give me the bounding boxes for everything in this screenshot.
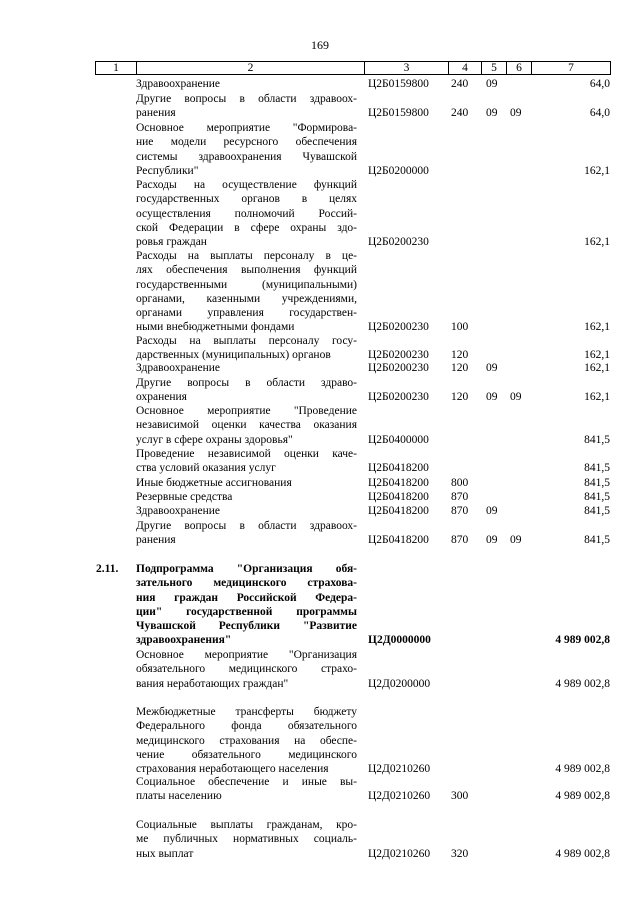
expense-type-code: 100	[451, 321, 469, 334]
section-code: 09	[486, 391, 498, 404]
amount: 841,5	[584, 505, 610, 517]
target-article-code: Ц2Б0418200	[368, 534, 429, 547]
target-article-code: Ц2Д0210260	[368, 763, 431, 775]
row-name	[136, 818, 357, 861]
row-name-line: Расходы на выплаты персоналу госу-	[136, 335, 357, 347]
amount: 4 989 002,8	[555, 790, 610, 803]
row-name-line: Другие вопросы в области здравоох-	[136, 93, 357, 105]
row-name	[136, 77, 357, 91]
row-name-line: системы здравоохранения Чувашской	[136, 150, 357, 163]
row-name-line: независимой оценки качества оказания	[136, 419, 357, 432]
row-name-line: услуг в сфере охраны здоровья"	[136, 433, 293, 446]
expense-type-code: 120	[451, 349, 469, 362]
section-code: 09	[486, 362, 498, 374]
target-article-code: Ц2Б0200000	[368, 164, 429, 177]
row-name-line: государственными (муниципальными)	[136, 278, 357, 291]
expense-type-code: 240	[451, 78, 469, 90]
row-name-line: государственных органов в целях	[136, 193, 357, 206]
row-name-line: Федерального фонда обязательного	[136, 720, 357, 733]
row-name-line: Республики"	[136, 164, 199, 177]
amount: 841,5	[584, 433, 610, 446]
amount: 64,0	[589, 78, 610, 90]
column-header-table	[95, 61, 611, 75]
amount: 841,5	[584, 534, 610, 547]
target-article-code: Ц2Б0200230	[368, 321, 429, 334]
row-name-line: осуществления полномочий Россий-	[136, 207, 357, 220]
column-header-3: 3	[365, 62, 449, 75]
amount: 4 989 002,8	[555, 763, 610, 775]
column-header-1: 1	[96, 62, 137, 75]
row-name-line: Здравоохранение	[136, 362, 221, 374]
row-name-line: ние модели ресурсного обеспечения	[136, 136, 357, 149]
row-name-line: здравоохранения"	[136, 634, 232, 647]
row-name-line: Основное мероприятие "Организация	[136, 649, 357, 661]
row-name-line: Основное мероприятие "Проведение	[136, 405, 357, 417]
amount: 162,1	[584, 362, 610, 374]
row-name-line: Проведение независимой оценки каче-	[136, 448, 357, 460]
expense-type-code: 800	[451, 477, 469, 489]
row-name-line: ской Федерации в сфере охраны здо-	[136, 221, 357, 234]
row-name-line: Здравоохранение	[136, 78, 221, 90]
expense-type-code: 120	[451, 391, 469, 404]
target-article-code: Ц2Б0418200	[368, 505, 429, 517]
row-name	[136, 334, 357, 363]
row-name	[136, 361, 357, 375]
section-code: 09	[486, 534, 498, 547]
row-name-line: платы населению	[136, 790, 222, 803]
target-article-code: Ц2Б0159800	[368, 78, 429, 90]
row-name-line: обязательного медицинского страхо-	[136, 663, 357, 676]
target-article-code: Ц2Б0200230	[368, 362, 429, 374]
row-name-line: Подпрограмма "Организация обя-	[136, 563, 357, 575]
target-article-code: Ц2Д0000000	[368, 634, 431, 647]
row-name	[136, 178, 357, 249]
row-name	[136, 121, 357, 178]
row-name-line: ния граждан Российской Федера-	[136, 591, 357, 604]
amount: 841,5	[584, 462, 610, 475]
column-header-5: 5	[482, 62, 507, 75]
row-name	[136, 376, 357, 405]
target-article-code: Ц2Б0418200	[368, 477, 429, 489]
row-name-line: Основное мероприятие "Формирова-	[136, 122, 357, 134]
subsection-code: 09	[510, 391, 522, 404]
row-name-line: ме публичных нормативных социаль-	[136, 833, 357, 846]
row-name-line: Иные бюджетные ассигнования	[136, 477, 292, 489]
expense-type-code: 870	[451, 505, 469, 517]
row-name-line: ства условий оказания услуг	[136, 462, 276, 475]
amount: 4 989 002,8	[555, 677, 610, 690]
amount: 162,1	[584, 321, 610, 334]
row-name-line: Социальные выплаты гражданам, кро-	[136, 819, 357, 831]
row-name-line: ровья граждан	[136, 236, 207, 248]
row-name	[136, 705, 357, 776]
row-name-line: органами управления государствен-	[136, 307, 357, 319]
row-name-line: лях обеспечения выполнения функций	[136, 264, 357, 277]
target-article-code: Ц2Д0210260	[368, 847, 431, 860]
amount: 64,0	[589, 107, 610, 120]
row-name-line: Социальное обеспечение и иные вы-	[136, 776, 357, 788]
row-name	[136, 404, 357, 447]
row-name-line: Расходы на осуществление функций	[136, 179, 357, 191]
row-name-line: ции" государственной программы	[136, 605, 357, 618]
amount: 162,1	[584, 349, 610, 362]
row-name-line: зательного медицинского страхова-	[136, 577, 357, 590]
amount: 841,5	[584, 491, 610, 503]
row-name	[136, 648, 357, 691]
row-number: 2.11.	[96, 563, 119, 575]
amount: 162,1	[584, 391, 610, 404]
target-article-code: Ц2Б0159800	[368, 107, 429, 120]
page-number: 169	[311, 38, 329, 52]
amount: 4 989 002,8	[555, 634, 610, 647]
row-name-line: дарственных (муниципальных) органов	[136, 349, 331, 362]
target-article-code: Ц2Б0400000	[368, 433, 429, 446]
row-name-line: страхования неработающего населения	[136, 763, 329, 775]
row-name	[136, 249, 357, 335]
target-article-code: Ц2Б0418200	[368, 491, 429, 503]
amount: 4 989 002,8	[555, 847, 610, 860]
row-name	[136, 92, 357, 121]
row-name-line: Здравоохранение	[136, 505, 221, 517]
row-name-line: Другие вопросы в области здравоох-	[136, 520, 357, 532]
amount: 841,5	[584, 477, 610, 489]
row-name	[136, 490, 357, 504]
subsection-code: 09	[510, 107, 522, 120]
subsection-code: 09	[510, 534, 522, 547]
target-article-code: Ц2Д0200000	[368, 677, 431, 690]
expense-type-code: 300	[451, 790, 469, 803]
row-name-line: ранения	[136, 107, 176, 120]
column-header-4: 4	[449, 62, 482, 75]
row-name-line: Другие вопросы в области здраво-	[136, 377, 357, 389]
row-name	[136, 504, 357, 518]
row-name-line: охранения	[136, 391, 187, 404]
target-article-code: Ц2Б0200230	[368, 236, 429, 248]
row-name-line: органами, казенными учреждениями,	[136, 292, 357, 305]
column-header-2: 2	[137, 62, 365, 75]
row-name-line: Расходы на выплаты персоналу в це-	[136, 250, 357, 262]
amount: 162,1	[584, 164, 610, 177]
row-name	[136, 447, 357, 476]
row-name-line: Чувашской Республики "Развитие	[136, 620, 357, 632]
expense-type-code: 320	[451, 847, 469, 860]
section-code: 09	[486, 107, 498, 120]
target-article-code: Ц2Б0200230	[368, 391, 429, 404]
target-article-code: Ц2Б0418200	[368, 462, 429, 475]
expense-type-code: 120	[451, 362, 469, 374]
row-name-line: чение обязательного медицинского	[136, 748, 357, 761]
expense-type-code: 870	[451, 491, 469, 503]
expense-type-code: 870	[451, 534, 469, 547]
row-name-line: ными внебюджетными фондами	[136, 321, 295, 334]
row-name	[136, 476, 357, 490]
column-header-7: 7	[532, 62, 611, 75]
row-name-line: медицинского страхования на обеспе-	[136, 734, 357, 747]
row-name-line: Резервные средства	[136, 491, 233, 503]
section-code: 09	[486, 78, 498, 90]
target-article-code: Ц2Б0200230	[368, 349, 429, 362]
row-name	[136, 775, 357, 804]
row-name	[136, 519, 357, 548]
row-name-line: ных выплат	[136, 847, 194, 860]
amount: 162,1	[584, 236, 610, 248]
target-article-code: Ц2Д0210260	[368, 790, 431, 803]
row-name-line: Межбюджетные трансферты бюджету	[136, 706, 357, 718]
expense-type-code: 240	[451, 107, 469, 120]
row-name-line: ранения	[136, 534, 176, 547]
column-header-6: 6	[507, 62, 532, 75]
row-name-line: вания неработающих граждан"	[136, 677, 289, 690]
row-name	[136, 562, 357, 648]
section-code: 09	[486, 505, 498, 517]
